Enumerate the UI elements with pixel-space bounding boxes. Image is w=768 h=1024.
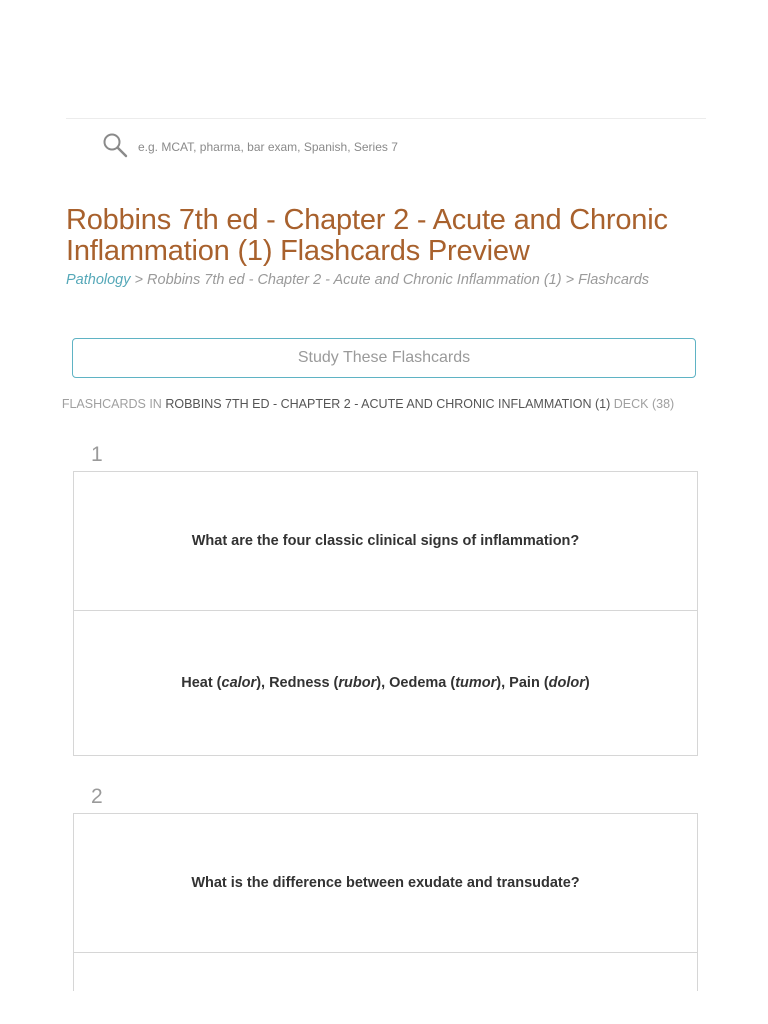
search-bar <box>102 132 602 162</box>
search-icon[interactable] <box>102 132 128 163</box>
card-answer <box>74 952 697 990</box>
flashcard[interactable] <box>73 471 698 756</box>
deck-info-name: ROBBINS 7TH ED - CHAPTER 2 - ACUTE AND CHRONIC INFLAMMATION (1) <box>165 397 611 411</box>
card-number: 1 <box>91 443 103 466</box>
answer-text: Heat ( <box>181 675 222 691</box>
breadcrumb-pathology-link[interactable]: Pathology <box>66 272 131 288</box>
breadcrumb-separator: > <box>561 272 579 288</box>
answer-term: rubor <box>338 675 377 691</box>
answer-text: ) <box>584 675 590 691</box>
answer-text: ), Pain ( <box>496 675 549 691</box>
flashcard[interactable] <box>73 813 698 991</box>
answer-text: ), Oedema ( <box>376 675 456 691</box>
card-answer <box>74 610 697 755</box>
top-divider <box>66 118 706 119</box>
search-input[interactable] <box>136 139 560 155</box>
deck-info-prefix: FLASHCARDS IN <box>61 397 166 411</box>
card-number: 2 <box>91 785 103 808</box>
card-question: What is the difference between exudate and transudate? <box>191 875 580 891</box>
answer-term: calor <box>221 675 257 691</box>
deck-info <box>0 397 736 411</box>
deck-card-count: (38) <box>651 397 675 411</box>
answer-text: ), Redness ( <box>256 675 339 691</box>
deck-info-suffix: DECK <box>610 397 652 411</box>
breadcrumb-separator: > <box>130 272 148 288</box>
card-question: What are the four classic clinical signs of inflammation? <box>191 533 580 549</box>
answer-term: tumor <box>455 675 497 691</box>
breadcrumb-current: Flashcards <box>578 272 650 288</box>
study-flashcards-button[interactable]: Study These Flashcards <box>72 338 696 378</box>
page-title: Robbins 7th ed - Chapter 2 - Acute and Chronic Inflammation (1) Flashcards Preview <box>66 204 668 267</box>
breadcrumb-deck[interactable]: Robbins 7th ed - Chapter 2 - Acute and Chronic Inflammation (1) <box>147 272 562 288</box>
breadcrumb <box>66 272 726 288</box>
answer-term: dolor <box>548 675 585 691</box>
